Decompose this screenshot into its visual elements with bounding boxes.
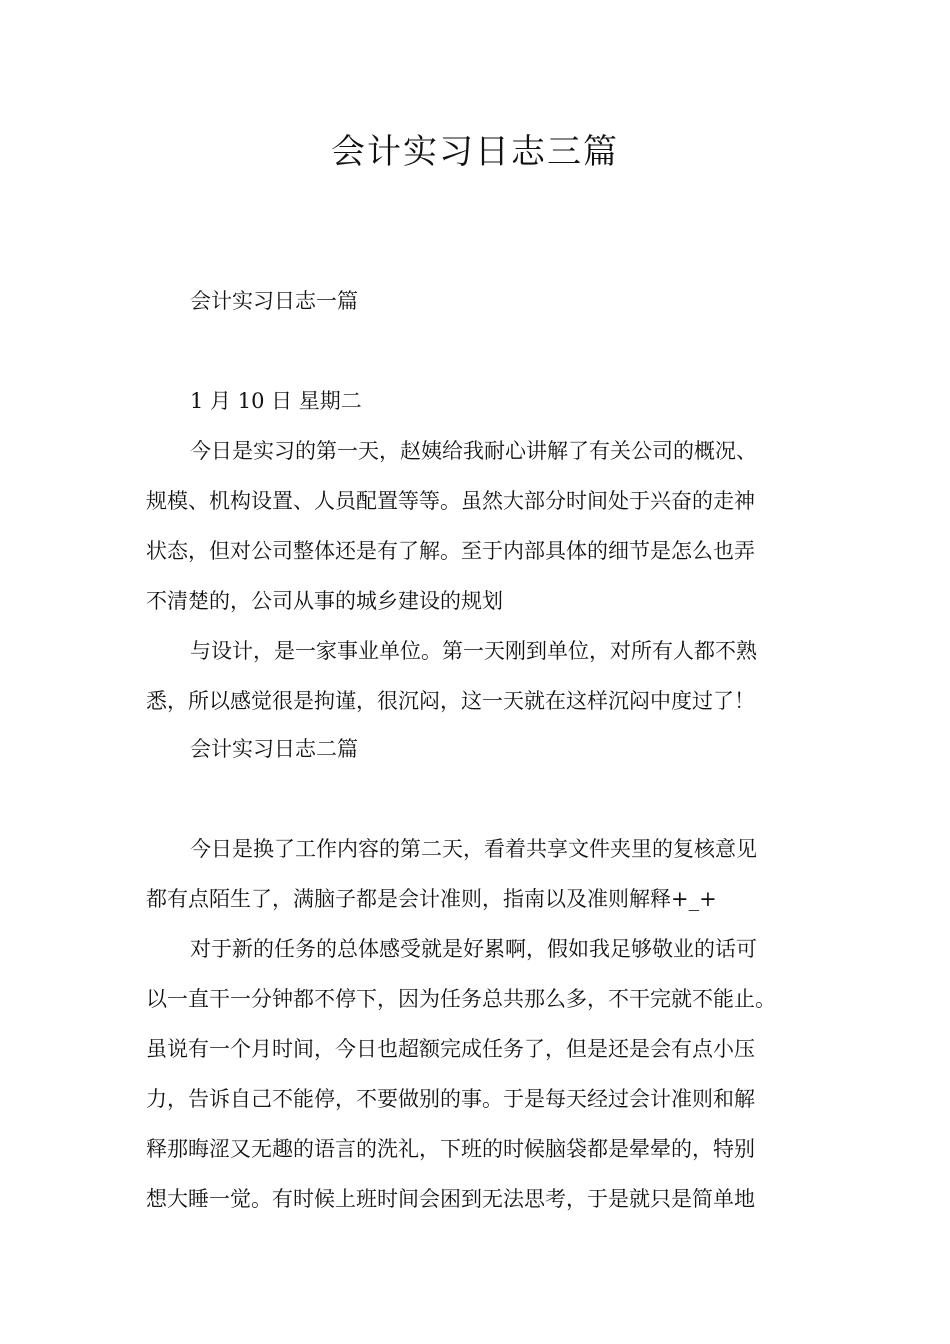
paragraph-line: 释那晦涩又无趣的语言的洗礼，下班的时候脑袋都是晕晕的，特别 [146,1137,755,1161]
paragraph-line: 虽说有一个月时间，今日也超额完成任务了，但是还是会有点小压 [146,1037,755,1061]
paragraph-line: 今日是换了工作内容的第二天，看着共享文件夹里的复核意见 [190,837,757,861]
paragraph-line: 对于新的任务的总体感受就是好累啊，假如我足够敬业的话可 [190,937,757,961]
paragraph-line: 状态，但对公司整体还是有了解。至于内部具体的细节是怎么也弄 [146,539,755,563]
section-heading-1: 会计实习日志一篇 [190,289,358,313]
paragraph-line: 规模、机构设置、人员配置等等。虽然大部分时间处于兴奋的走神 [146,489,755,513]
paragraph-line: 以一直干一分钟都不停下，因为任务总共那么多，不干完就不能止。 [146,987,776,1011]
paragraph-line: 都有点陌生了，满脑子都是会计准则，指南以及准则解释+_+ [146,887,717,911]
paragraph-line: 想大睡一觉。有时候上班时间会困到无法思考，于是就只是简单地 [146,1187,755,1211]
paragraph-line: 今日是实习的第一天，赵姨给我耐心讲解了有关公司的概况、 [190,439,757,463]
paragraph-line: 不清楚的，公司从事的城乡建设的规划 [146,589,503,613]
paragraph-line: 力，告诉自己不能停，不要做别的事。于是每天经过会计准则和解 [146,1087,755,1111]
document-title: 会计实习日志三篇 [331,132,619,172]
paragraph-line: 悉，所以感觉很是拘谨，很沉闷，这一天就在这样沉闷中度过了！ [146,689,755,713]
paragraph-line: 与设计，是一家事业单位。第一天刚到单位，对所有人都不熟 [190,639,757,663]
date-line: 1 月 10 日 星期二 [190,389,362,413]
section-heading-2: 会计实习日志二篇 [190,737,358,761]
